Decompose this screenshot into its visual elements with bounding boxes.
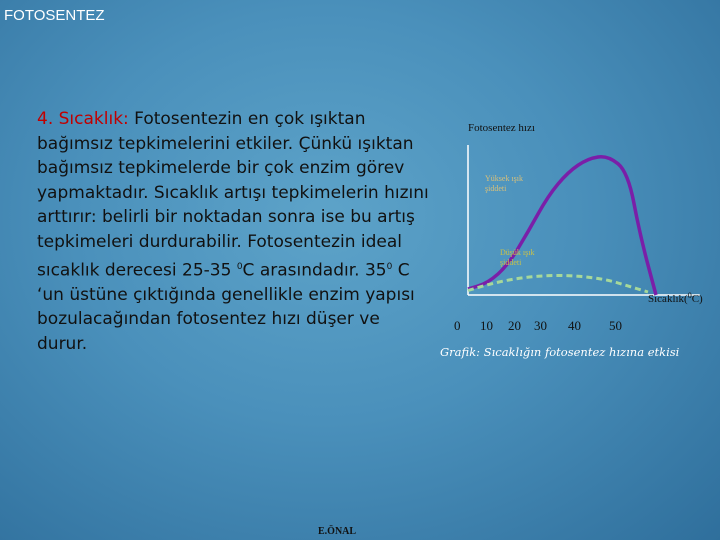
paragraph-text-3: C ‘un üstüne çıktığında genellikle enzim yapısı bozulacağından fotosentez hızı düşer ve durur. (37, 260, 415, 354)
series-label-2: Düşük ışık (500, 248, 535, 257)
chart-caption: Grafik: Sıcaklığın fotosentez hızına etkisi (440, 345, 680, 359)
x-tick-label: 20 (508, 318, 521, 333)
degree-sup-1: 0 (236, 261, 243, 272)
x-tick-label: 50 (609, 318, 622, 333)
degree-sup-2: 0 (386, 261, 393, 272)
x-axis-label: Sıcaklık($^0$C) (648, 291, 703, 305)
series-label-1: şiddeti (485, 184, 507, 193)
chart-svg (454, 115, 710, 333)
body-paragraph (37, 107, 432, 357)
x-tick-label: 30 (534, 318, 547, 333)
x-tick-label: 40 (568, 318, 581, 333)
y-axis-label: Fotosentez hızı (468, 122, 535, 134)
paragraph-heading: 4. Sıcaklık: (37, 109, 129, 129)
series-label-1: Yüksek ışık (485, 174, 523, 183)
series-label-2: şiddeti (500, 258, 522, 267)
paragraph-text-2: C arasındadır. 35 (242, 260, 387, 281)
slide-title: FOTOSENTEZ (4, 7, 105, 24)
paragraph-text-1: Fotosentezin en çok ışıktan bağımsız tepkimelerini etkiler. Çünkü ışıktan bağımsız tepkimelerde bir çok enzim görev yapmaktadır. Sıcaklık artışı tepkimelerin hızını arttırır: belirli bir noktadan sonra ise bu artış tepkimeleri durdurabilir. Fotosentezin ideal sıcaklık derecesi 25-35 (37, 109, 429, 281)
x-tick-label: 10 (480, 318, 493, 333)
author-name: E.ÖNAL (318, 526, 357, 537)
x-tick-label: 0 (454, 318, 461, 333)
chart (454, 115, 710, 333)
